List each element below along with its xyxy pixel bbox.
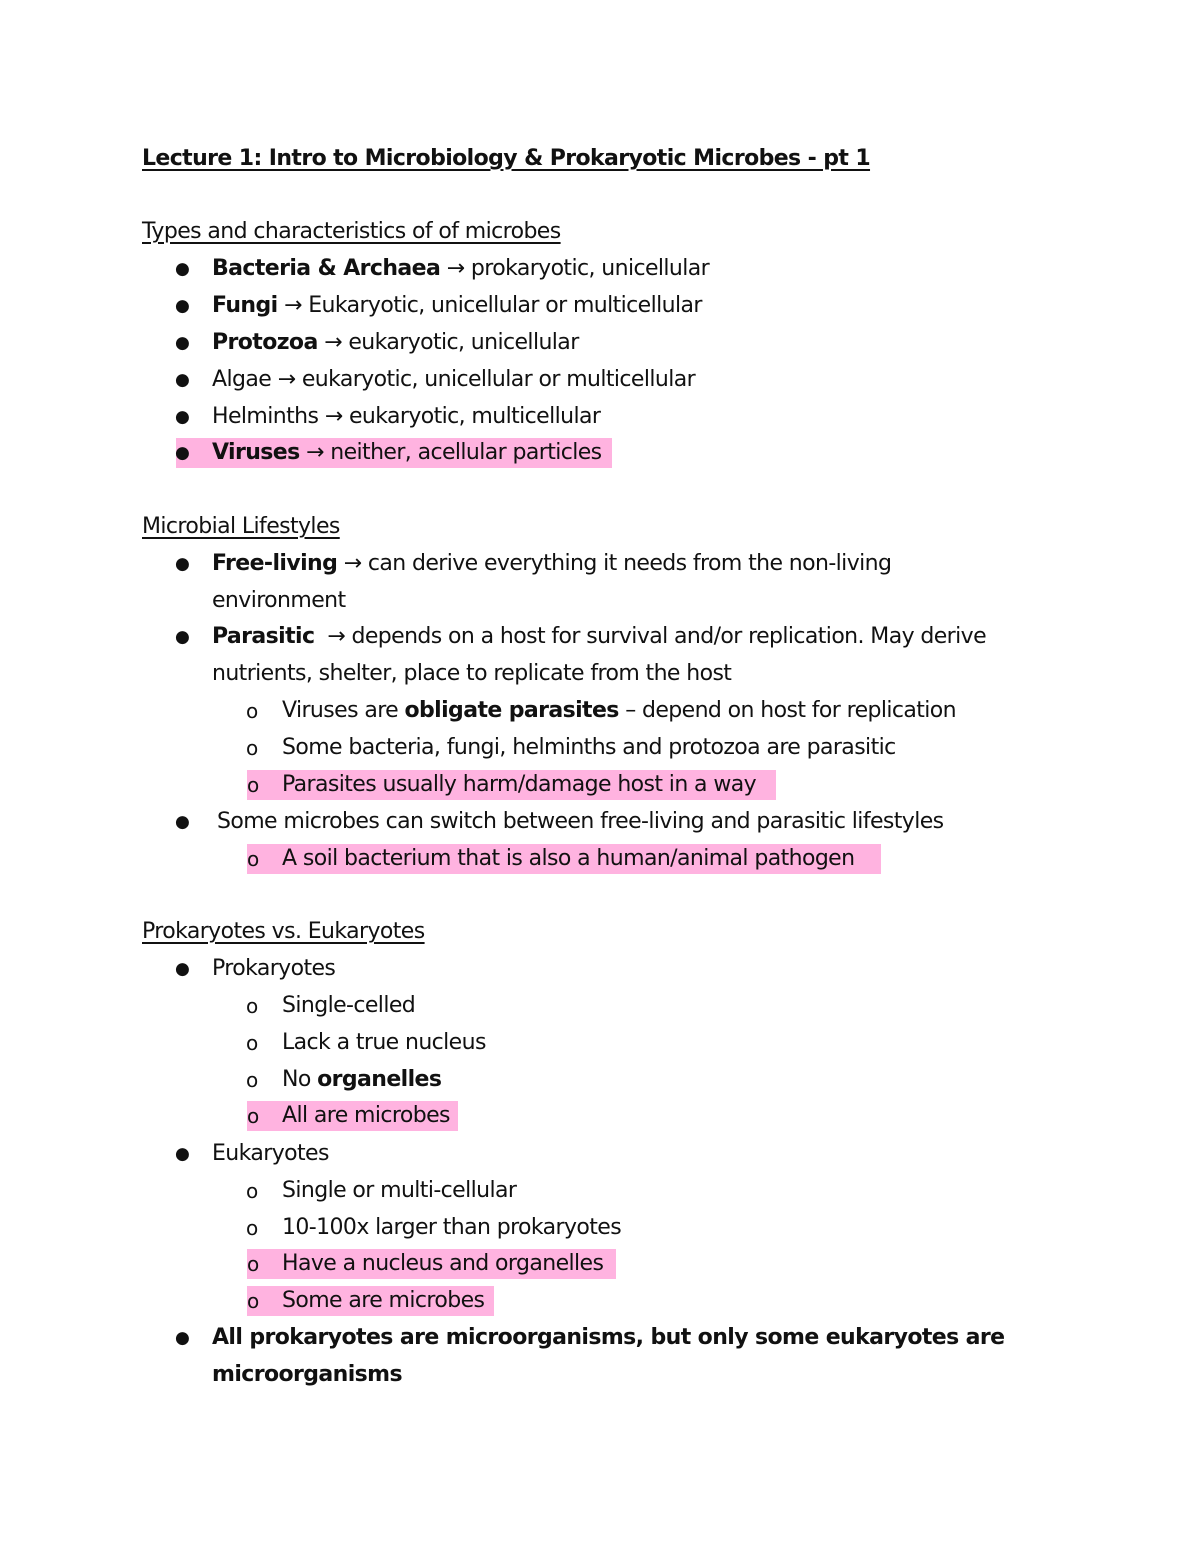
- list-item: ● Fungi → Eukaryotic, unicellular or multicellular: [0, 291, 1200, 321]
- page-title: Lecture 1: Intro to Microbiology & Prokaryotic Microbes - pt 1: [142, 146, 871, 171]
- list-item: ● Eukaryotes: [0, 1139, 1200, 1169]
- sub-bullet-icon: o: [246, 1179, 258, 1203]
- bullet-icon: ●: [175, 1328, 190, 1348]
- highlighted-sub-list-item: o Parasites usually harm/damage host in a way: [247, 770, 776, 800]
- sub-bullet-icon: o: [246, 1068, 258, 1092]
- list-item-continuation: microorganisms: [212, 1362, 402, 1387]
- sub-list-item: o Viruses are obligate parasites – depend on host for replication: [0, 696, 1200, 726]
- list-item: ● Free-living → can derive everything it needs from the non-living: [0, 549, 1200, 579]
- bullet-icon: ●: [175, 627, 190, 647]
- sub-list-item: o Single or multi-cellular: [0, 1176, 1200, 1206]
- sub-bullet-icon: o: [247, 1289, 259, 1313]
- sub-list-item: o Single-celled: [0, 991, 1200, 1021]
- sub-bullet-icon: o: [246, 699, 258, 723]
- sub-bullet-icon: o: [247, 1252, 259, 1276]
- highlighted-sub-list-item: o Some are microbes: [247, 1286, 494, 1316]
- list-item: ● Helminths → eukaryotic, multicellular: [0, 402, 1200, 432]
- sub-bullet-icon: o: [246, 736, 258, 760]
- sub-bullet-icon: o: [247, 1104, 259, 1128]
- sub-bullet-icon: o: [246, 1031, 258, 1055]
- highlighted-list-item: ● Viruses → neither, acellular particles: [176, 438, 612, 468]
- highlighted-sub-list-item: o Have a nucleus and organelles: [247, 1249, 616, 1279]
- bullet-icon: ●: [175, 812, 190, 832]
- sub-list-item: o 10-100x larger than prokaryotes: [0, 1213, 1200, 1243]
- list-item: ● Bacteria & Archaea → prokaryotic, unicellular: [0, 254, 1200, 284]
- sub-bullet-icon: o: [247, 773, 259, 797]
- sub-list-item: o No organelles: [0, 1065, 1200, 1095]
- list-item-continuation: environment: [212, 588, 346, 613]
- list-item: ● Parasitic → depends on a host for survival and/or replication. May derive: [0, 622, 1200, 652]
- sub-bullet-icon: o: [246, 994, 258, 1018]
- bullet-icon: ●: [175, 296, 190, 316]
- sub-list-item: o Lack a true nucleus: [0, 1028, 1200, 1058]
- bullet-icon: ●: [175, 370, 190, 390]
- bullet-icon: ●: [175, 407, 190, 427]
- sub-bullet-icon: o: [246, 1216, 258, 1240]
- bullet-icon: ●: [175, 443, 190, 463]
- bullet-icon: ●: [175, 1144, 190, 1164]
- section-heading-lifestyles: Microbial Lifestyles: [142, 514, 340, 539]
- bullet-icon: ●: [175, 554, 190, 574]
- list-item: ● Some microbes can switch between free-living and parasitic lifestyles: [0, 807, 1200, 837]
- bullet-icon: ●: [175, 259, 190, 279]
- section-heading-pro-vs-euk: Prokaryotes vs. Eukaryotes: [142, 919, 425, 944]
- highlighted-sub-list-item: o A soil bacterium that is also a human/animal pathogen: [247, 844, 881, 874]
- highlighted-sub-list-item: o All are microbes: [247, 1101, 458, 1131]
- list-item: ● Algae → eukaryotic, unicellular or multicellular: [0, 365, 1200, 395]
- bullet-icon: ●: [175, 959, 190, 979]
- list-item: ● Protozoa → eukaryotic, unicellular: [0, 328, 1200, 358]
- bullet-icon: ●: [175, 333, 190, 353]
- list-item-summary: ● All prokaryotes are microorganisms, but only some eukaryotes are: [0, 1323, 1200, 1353]
- section-heading-types: Types and characteristics of of microbes: [142, 219, 561, 244]
- sub-list-item: o Some bacteria, fungi, helminths and protozoa are parasitic: [0, 733, 1200, 763]
- list-item: ● Prokaryotes: [0, 954, 1200, 984]
- list-item-continuation: nutrients, shelter, place to replicate from the host: [212, 661, 732, 686]
- sub-bullet-icon: o: [247, 847, 259, 871]
